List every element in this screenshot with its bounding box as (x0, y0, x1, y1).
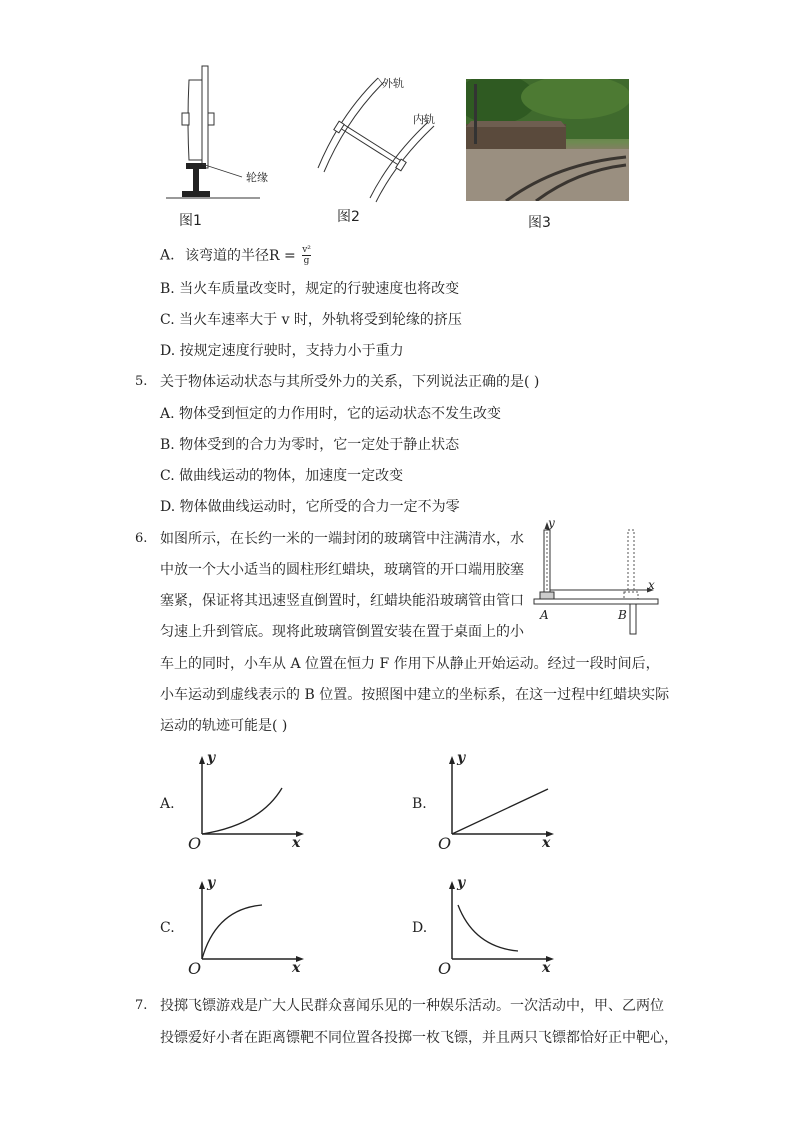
wheel-flange-label: 轮缘 (246, 171, 268, 184)
q4-option-a (160, 245, 311, 266)
q4-option-a-prefix: A. (160, 247, 175, 264)
graph-d-x-label: x (542, 960, 551, 976)
q5-option-d: D. 物体做曲线运动时，它所受的合力一定不为零 (160, 499, 460, 515)
q6-line-3: 塞紧，保证将其迅速竖直倒置时，红蜡块能沿玻璃管由管口 (160, 593, 524, 609)
graph-d-y-label: y (457, 875, 466, 891)
q5-option-c: C. 做曲线运动的物体，加速度一定改变 (160, 468, 404, 484)
q4-option-d: D. 按规定速度行驶时，支持力小于重力 (160, 343, 404, 359)
q6-cart-tube-figure (530, 518, 665, 648)
graph-b-y-label: y (457, 750, 466, 766)
q7-line-2: 投镖爱好小者在距离镖靶不同位置各投掷一枚飞镖，并且两只飞镖都恰好正中靶心， (160, 1030, 678, 1046)
figure-3-railway-photo (466, 79, 629, 201)
graph-c-y-label: y (207, 875, 216, 891)
q4-option-b: B. 当火车质量改变时，规定的行驶速度也将改变 (160, 281, 460, 297)
q5-stem: 关于物体运动状态与其所受外力的关系，下列说法正确的是( ) (160, 374, 540, 390)
q6-fig-x-label: x (648, 578, 655, 592)
q6-fig-y-label: y (548, 516, 555, 530)
q6-fig-a-label: A (540, 608, 549, 622)
q6-line-6: 小车运动到虚线表示的 B 位置。按照图中建立的坐标系，在这一过程中红蜡块实际 (160, 687, 670, 703)
q6-option-b-label: B. (412, 796, 427, 812)
q7-line-1: 投掷飞镖游戏是广大人民群众喜闻乐见的一种娱乐活动。一次活动中，甲、乙两位 (160, 998, 664, 1014)
graph-b-origin: O (438, 834, 452, 853)
fraction (302, 245, 311, 266)
graph-b-x-label: x (542, 835, 551, 851)
q6-line-2: 中放一个大小适当的圆柱形红蜡块，玻璃管的开口端用胶塞 (160, 562, 524, 578)
graph-a-x-label: x (292, 835, 301, 851)
q6-option-a-label: A. (160, 796, 175, 812)
graph-c-origin: O (188, 959, 202, 978)
q5-option-b: B. 物体受到的合力为零时，它一定处于静止状态 (160, 437, 460, 453)
figure-2-caption: 图2 (337, 209, 360, 225)
q4-option-a-text: 该弯道的半径R = (185, 247, 296, 264)
q6-line-7: 运动的轨迹可能是( ) (160, 718, 288, 734)
q6-line-5: 车上的同时，小车从 A 位置在恒力 F 作用下从静止开始运动。经过一段时间后， (160, 656, 660, 672)
railway-photo-drawing (466, 79, 629, 201)
q6-line-4: 匀速上升到管底。现将此玻璃管倒置安装在置于桌面上的小 (160, 624, 524, 640)
figure-1-caption: 图1 (179, 213, 202, 229)
inner-rail-label: 内轨 (413, 113, 435, 126)
outer-rail-label: 外轨 (382, 77, 404, 90)
figure-3-caption: 图3 (528, 215, 551, 231)
graph-d-origin: O (438, 959, 452, 978)
graph-a-y-label: y (207, 750, 216, 766)
fraction-denominator: g (303, 256, 310, 266)
q6-option-d-label: D. (412, 920, 428, 936)
q4-option-c: C. 当火车速率大于 v 时，外轨将受到轮缘的挤压 (160, 312, 462, 328)
q6-fig-b-label: B (618, 608, 627, 622)
fraction-numerator: v² (302, 245, 311, 255)
graph-c-x-label: x (292, 960, 301, 976)
q6-line-1: 如图所示，在长约一米的一端封闭的玻璃管中注满清水，水 (160, 531, 524, 547)
q5-number: 5. (135, 374, 148, 389)
q5-option-a: A. 物体受到恒定的力作用时，它的运动状态不发生改变 (160, 406, 502, 422)
q6-option-c-label: C. (160, 920, 175, 936)
q6-number: 6. (135, 531, 148, 546)
q7-number: 7. (135, 998, 148, 1013)
graph-a-origin: O (188, 834, 202, 853)
